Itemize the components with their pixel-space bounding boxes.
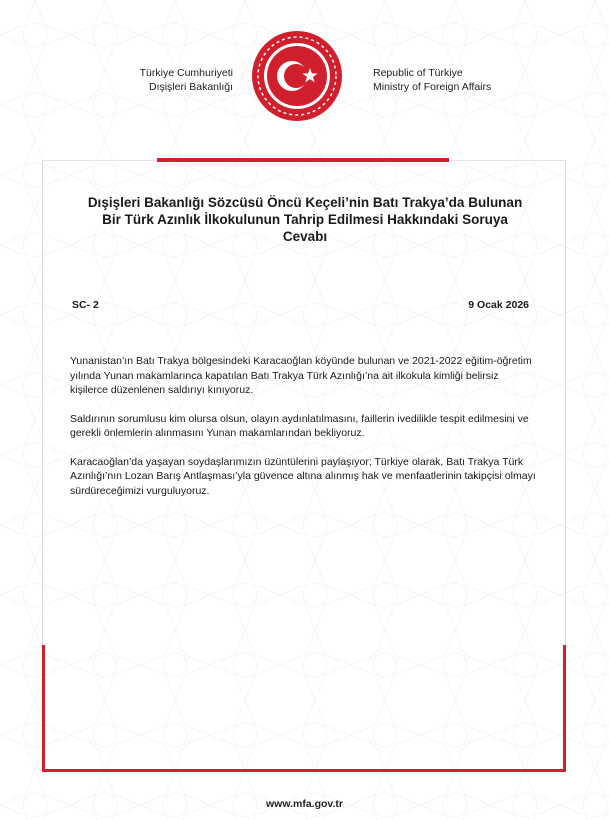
- document-body: [70, 354, 538, 512]
- website-link[interactable]: www.mfa.gov.tr: [265, 798, 343, 810]
- title-line3: Cevabı: [282, 229, 328, 244]
- paragraph-1: Yunanistan’ın Batı Trakya bölgesindeki Karacaoğlan köyünde bulunan ve 2021-2022 eğitim-öğretim yılında Yunan makamlarınca kapatılan Batı Trakya Türk Azınlığı’na ait ilkokula kimliği belirsiz kişilerce düzenlenen saldırıyı kınıyoruz.: [70, 355, 532, 396]
- org-name-english: [373, 66, 533, 94]
- org-en-line2: Ministry of Foreign Affairs: [373, 81, 492, 93]
- frame-right-border: [565, 160, 566, 650]
- star-crescent-seal-icon: [251, 30, 343, 122]
- org-tr-line2: Dışişleri Bakanlığı: [148, 81, 233, 93]
- header-divider: [157, 158, 449, 162]
- org-name-turkish: [128, 66, 233, 94]
- reference-number: SC- 2: [72, 299, 99, 311]
- paragraph-2: Saldırının sorumlusu kim olursa olsun, olayın aydınlatılmasını, faillerin ivedilikle tespit edilmesini ve gerekli önlemlerin alınmasını Yunan makamlarından bekliyoruz.: [70, 412, 529, 439]
- paragraph-3: Karacaoğlan’da yaşayan soydaşlarımızın üzüntülerini paylaşıyor; Türkiye olarak, Batı Trakya Türk Azınlığı’nın Lozan Barış Antlaşması’yla güvence altına alınmış hak ve menfaatlerinin takipçisi olmayı sürdüreceğimizi vurguluyoruz.: [70, 455, 536, 497]
- document-title: [60, 194, 550, 245]
- title-line1: Dışişleri Bakanlığı Sözcüsü Öncü Keçeli’nin Batı Trakya’da Bulunan: [87, 195, 523, 210]
- footer-frame: [42, 645, 566, 772]
- document-date: 9 Ocak 2026: [468, 299, 529, 311]
- title-line2: Bir Türk Azınlık İlkokulunun Tahrip Edilmesi Hakkındaki Soruya: [102, 212, 508, 227]
- org-en-line1: Republic of Türkiye: [373, 67, 463, 79]
- org-tr-line1: Türkiye Cumhuriyeti: [139, 67, 233, 79]
- frame-left-border: [42, 160, 43, 650]
